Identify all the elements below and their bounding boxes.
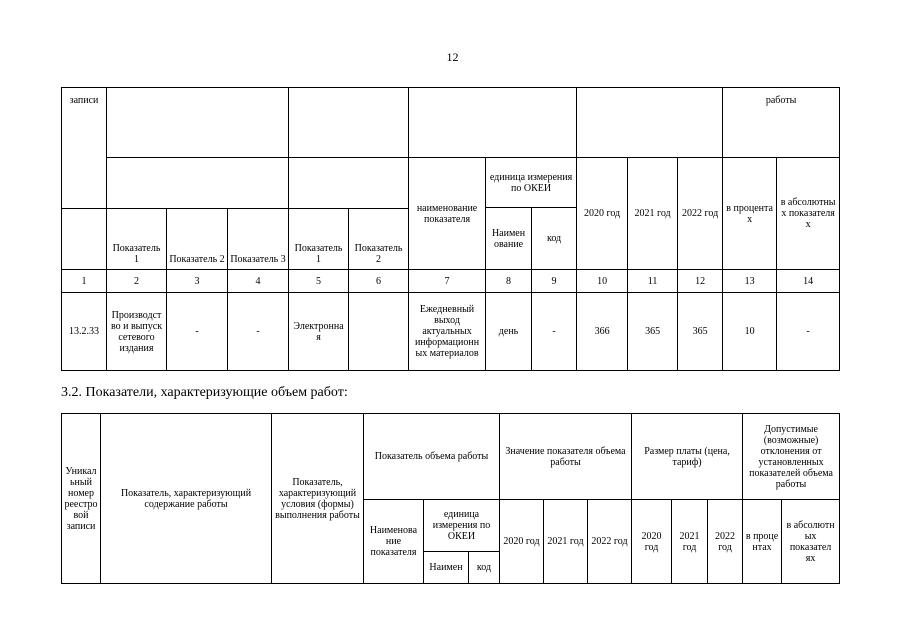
column-number: 2 <box>107 270 167 293</box>
table-cell: - <box>532 293 577 371</box>
indicator-value-header: Значение показателя объема работы <box>500 414 632 500</box>
table-row <box>62 293 840 371</box>
table-cell: 13.2.33 <box>62 293 107 371</box>
column-number: 8 <box>486 270 532 293</box>
unit-code-header: код <box>469 552 500 584</box>
record-header-fragment: записи <box>62 88 107 209</box>
column-number: 5 <box>289 270 349 293</box>
column-number: 9 <box>532 270 577 293</box>
section-title: 3.2. Показатели, характеризующие объем работ: <box>61 385 348 400</box>
content-indicator-2-header: Показатель 2 <box>167 209 228 270</box>
quality-indicators-table <box>61 87 840 371</box>
condition-indicator-1-header: Показатель 1 <box>289 209 349 270</box>
unit-header: единица измерения по ОКЕИ <box>424 500 500 552</box>
table-cell: 365 <box>678 293 723 371</box>
condition-indicator-2-header: Показатель 2 <box>349 209 409 270</box>
indicator-name-header: наименование показателя <box>409 158 486 270</box>
column-number: 1 <box>62 270 107 293</box>
table-cell: день <box>486 293 532 371</box>
value-year-2020-header: 2020 год <box>500 500 544 584</box>
percent-header: в процента х <box>723 158 777 270</box>
volume-indicator-header: Показатель объема работы <box>364 414 500 500</box>
value-year-2021-header: 2021 год <box>544 500 588 584</box>
deviations-header: Допустимые (возможные) отклонения от установленных показателей объема работы <box>743 414 840 500</box>
fee-year-2020-header: 2020 год <box>632 500 672 584</box>
page-number: 12 <box>446 50 459 64</box>
year-2021-header: 2021 год <box>628 158 678 270</box>
table-cell: - <box>167 293 228 371</box>
content-indicator-3-header: Показатель 3 <box>228 209 289 270</box>
work-header-fragment: работы <box>723 88 840 158</box>
table-cell: - <box>228 293 289 371</box>
table-cell: - <box>777 293 840 371</box>
quality-value-header-cell <box>577 88 723 158</box>
column-numbers-row <box>62 270 840 293</box>
table-cell: Производст во и выпуск сетевого издания <box>107 293 167 371</box>
volume-indicators-table <box>61 413 840 584</box>
column-number: 4 <box>228 270 289 293</box>
column-number: 12 <box>678 270 723 293</box>
indicator-name-header: Наименова ние показателя <box>364 500 424 584</box>
percent-header: в проце нтах <box>743 500 782 584</box>
unit-header: единица измерения по ОКЕИ <box>486 158 577 208</box>
column-number: 11 <box>628 270 678 293</box>
table-cell: 365 <box>628 293 678 371</box>
table-cell <box>349 293 409 371</box>
column-number: 7 <box>409 270 486 293</box>
table-cell: 366 <box>577 293 628 371</box>
unique-number-header: Уникал ьный номер реестро вой записи <box>62 414 101 584</box>
condition-indicator-header: Показатель, характеризующий условия (формы) выполнения работы <box>272 414 364 584</box>
unit-name-header: Наимен ование <box>486 208 532 270</box>
content-indicator-spacer <box>107 158 289 209</box>
fee-year-2022-header: 2022 год <box>708 500 743 584</box>
content-indicator-1-header: Показатель 1 <box>107 209 167 270</box>
fee-year-2021-header: 2021 год <box>672 500 708 584</box>
column-number: 3 <box>167 270 228 293</box>
condition-indicator-header-cell <box>289 88 409 158</box>
table-cell: 10 <box>723 293 777 371</box>
record-header-lower <box>62 209 107 270</box>
unit-code-header: код <box>532 208 577 270</box>
table-cell: Электронна я <box>289 293 349 371</box>
value-year-2022-header: 2022 год <box>588 500 632 584</box>
table-cell: Ежедневный выход актуальных информационн ых материалов <box>409 293 486 371</box>
column-number: 6 <box>349 270 409 293</box>
absolute-header: в абсолютны х показателя х <box>777 158 840 270</box>
unit-name-header: Наимен <box>424 552 469 584</box>
condition-indicator-spacer <box>289 158 409 209</box>
year-2022-header: 2022 год <box>678 158 723 270</box>
fee-size-header: Размер платы (цена, тариф) <box>632 414 743 500</box>
content-indicator-header: Показатель, характеризующий содержание работы <box>101 414 272 584</box>
quality-indicator-header-cell <box>409 88 577 158</box>
column-number: 10 <box>577 270 628 293</box>
column-number: 13 <box>723 270 777 293</box>
absolute-header: в абсолютн ых показател ях <box>782 500 840 584</box>
year-2020-header: 2020 год <box>577 158 628 270</box>
content-indicator-header-cell <box>107 88 289 158</box>
column-number: 14 <box>777 270 840 293</box>
